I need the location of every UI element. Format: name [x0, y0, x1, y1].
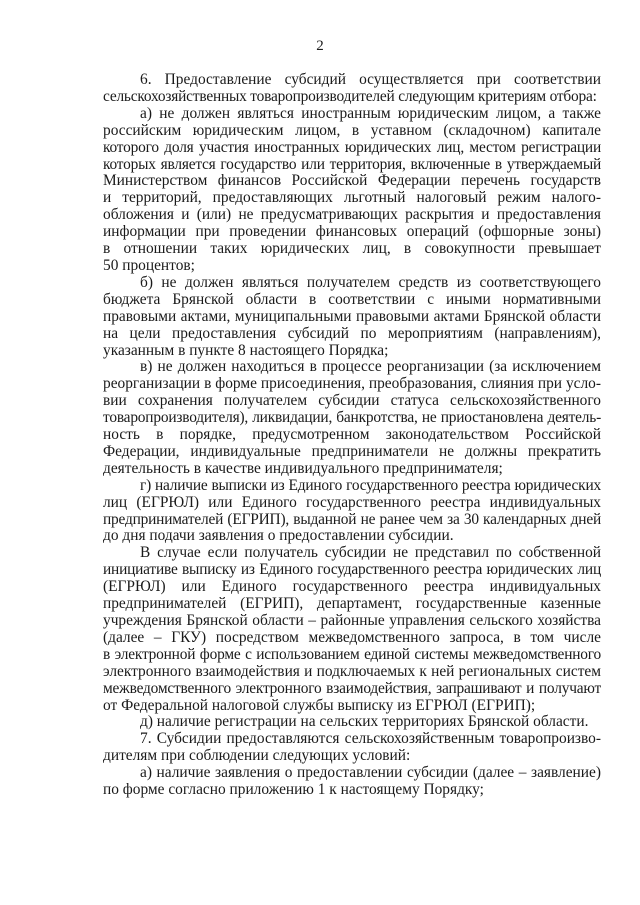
text-line: электронного взаимодействия и подключаемых к ней региональных систем: [103, 662, 601, 680]
text-line: реорганизации в форме присоединения, преобразования, слияния при усло-: [103, 375, 601, 393]
text-line: товаропроизводителя), ликвидации, банкротства, не приостановлена деятель-: [103, 409, 601, 427]
text-line: до дня подачи заявления о предоставлении субсидии.: [103, 527, 454, 545]
text-line: (далее – ГКУ) посредством межведомственного запроса, в том числе: [103, 628, 601, 646]
text-line: (ЕГРЮЛ) или Единого государственного реестра индивидуальных: [103, 578, 601, 596]
text-line: и территорий, предоставляющих льготный налоговый режим налого-: [103, 189, 601, 207]
paragraph-p6: [103, 72, 601, 106]
text-line: в отношении таких юридических лиц, в совокупности превышает: [103, 240, 601, 258]
text-line: бюджета Брянской области в соответствии с иными нормативными: [103, 290, 601, 308]
paragraph-pg: [103, 478, 601, 546]
text-line: сельскохозяйственных товаропроизводителей следующим критериям отбора:: [103, 87, 597, 105]
text-line: а) наличие заявления о предоставлении субсидии (далее – заявление): [140, 764, 601, 782]
paragraph-pb: [103, 275, 601, 360]
text-line: Федерации, индивидуальные предприниматели не должны прекратить: [103, 442, 601, 460]
text-line: ность в порядке, предусмотренном законодательством Российской: [103, 426, 601, 444]
text-line: Министерством финансов Российской Федерации перечень государств: [103, 172, 601, 190]
text-line: которых является государство или территория, включенные в утверждаемый: [103, 155, 601, 173]
text-line: в) не должен находиться в процессе реорганизации (за исключением: [140, 358, 601, 376]
text-line: 50 процентов;: [103, 256, 195, 274]
text-line: обложения и (или) не предусматривающих раскрытия и предоставления: [103, 206, 601, 224]
text-line: межведомственного электронного взаимодействия, запрашивают и получают: [103, 679, 601, 697]
text-line: В случае если получатель субсидии не представил по собственной: [140, 544, 601, 562]
text-line: инициативе выписку из Единого государственного реестра юридических лиц: [103, 561, 601, 579]
text-line: российским юридическим лицом, в уставном (складочном) капитале: [103, 121, 601, 139]
text-line: вии сохранения получателем субсидии статуса сельскохозяйственного: [103, 392, 601, 410]
paragraph-pd: [103, 714, 601, 731]
paragraph-p7: [103, 731, 601, 765]
text-line: а) не должен являться иностранным юридическим лицом, а также: [140, 104, 601, 122]
text-line: лиц (ЕГРЮЛ) или Единого государственного реестра индивидуальных: [103, 493, 601, 511]
paragraph-pv: [103, 359, 601, 477]
text-line: правовыми актами, муниципальными правовыми актами Брянской области: [103, 307, 601, 325]
text-line: информации при проведении финансовых операций (офшорные зоны): [103, 223, 601, 241]
text-line: от Федеральной налоговой службы выписку из ЕГРЮЛ (ЕГРИП);: [103, 696, 536, 714]
text-line: в электронной форме с использованием единой системы межведомственного: [103, 645, 601, 663]
text-line: предпринимателей (ЕГРИП), департамент, государственные казенные: [103, 595, 601, 613]
text-line: 7. Субсидии предоставляются сельскохозяйственным товаропроизво-: [140, 730, 601, 748]
text-line: б) не должен являться получателем средств из соответствующего: [140, 273, 601, 291]
text-line: которого доля участия иностранных юридических лиц, местом регистрации: [103, 138, 601, 156]
text-line: г) наличие выписки из Единого государственного реестра юридических: [140, 476, 601, 494]
text-line: д) наличие регистрации на сельских территориях Брянской области.: [140, 713, 589, 731]
page-number: 2: [316, 38, 324, 54]
paragraph-pcase: [103, 545, 601, 714]
text-line: дителям при соблюдении следующих условий:: [103, 747, 411, 765]
text-line: указанным в пункте 8 настоящего Порядка;: [103, 341, 389, 359]
text-line: по форме согласно приложению 1 к настоящему Порядку;: [103, 781, 484, 799]
text-line: деятельность в качестве индивидуального предпринимателя;: [103, 459, 503, 477]
paragraph-p7a: [103, 765, 601, 799]
text-line: учреждения Брянской области – районные управления сельского хозяйства: [103, 612, 601, 629]
text-line: предпринимателей (ЕГРИП), выданной не ранее чем за 30 календарных дней: [103, 510, 601, 528]
document-body: [103, 72, 601, 799]
text-line: на цели предоставления субсидий по мероприятиям (направлениям),: [103, 324, 601, 342]
text-line: 6. Предоставление субсидий осуществляется при соответствии: [140, 71, 601, 88]
paragraph-pa: [103, 106, 601, 275]
